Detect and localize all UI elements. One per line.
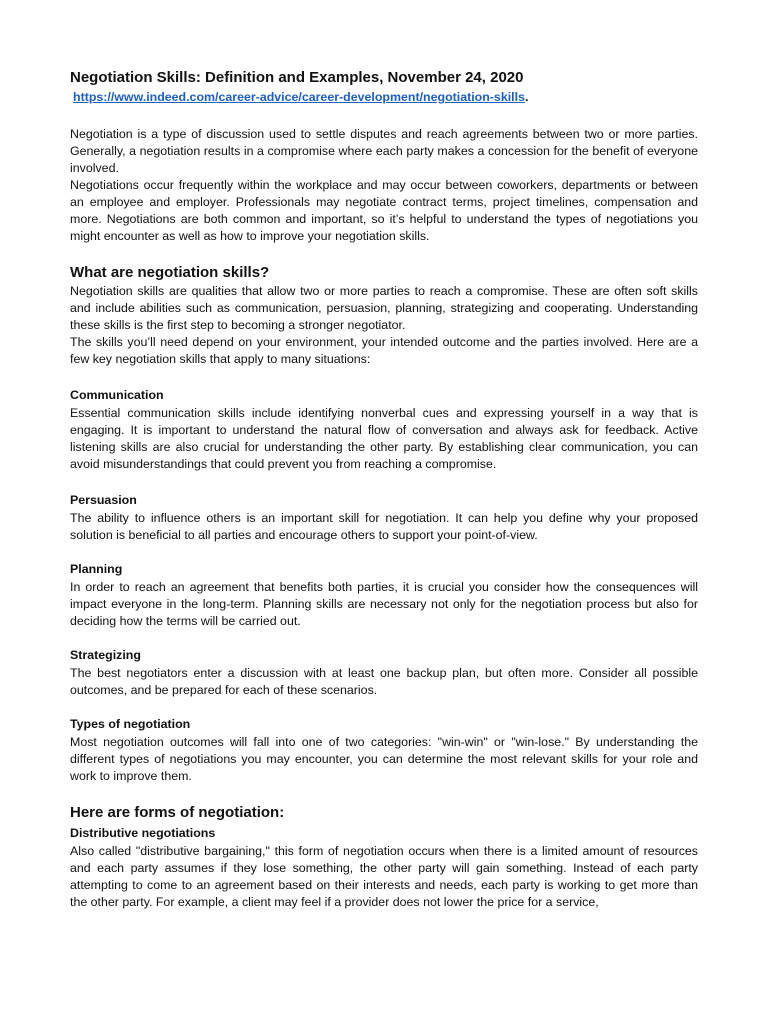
source-link[interactable]: https://www.indeed.com/career-advice/career-development/negotiation-skills: [73, 90, 525, 104]
skill-heading-types: Types of negotiation: [70, 717, 191, 731]
source-link-line: [73, 88, 698, 106]
section-heading-forms: Here are forms of negotiation:: [70, 804, 285, 821]
skill-text-strategizing: The best negotiators enter a discussion with at least one backup plan, but often more. Consider all possible outcomes, and be prepared for each of these scenarios.: [70, 666, 698, 697]
source-link-suffix: .: [524, 90, 529, 104]
document-title: Negotiation Skills: Definition and Examples, November 24, 2020: [70, 69, 524, 86]
skill-text-planning: In order to reach an agreement that benefits both parties, it is crucial you consider how the consequences will impact everyone in the long-term. Planning skills are necessary not only for the negotiation process but also for deciding how the terms will be carried out.: [70, 580, 698, 628]
skill-heading-planning: Planning: [70, 562, 123, 576]
skill-heading-persuasion: Persuasion: [70, 493, 137, 507]
skill-heading-communication: Communication: [70, 388, 164, 402]
skills-paragraph-1: Negotiation skills are qualities that allow two or more parties to reach a compromise. These are often soft skills and include abilities such as communication, persuasion, planning, strategizing and cooperating. Understanding these skills is the first step to becoming a stronger negotiator.: [70, 284, 698, 332]
intro-paragraph-1: Negotiation is a type of discussion used to settle disputes and reach agreements between two or more parties. Generally, a negotiation results in a compromise where each party makes a concession for the benefit of everyone involved.: [70, 127, 698, 175]
skill-text-types: Most negotiation outcomes will fall into one of two categories: "win-win" or "win-lose." By understanding the different types of negotiations you may encounter, you can determine the most relevant skills for your role and work to improve them.: [70, 735, 698, 783]
subheading-distributive: Distributive negotiations: [70, 826, 216, 840]
skill-text-persuasion: The ability to influence others is an important skill for negotiation. It can help you define why your proposed solution is beneficial to all parties and encourage others to support your point-of-view.: [70, 511, 698, 542]
distributive-text: Also called "distributive bargaining," this form of negotiation occurs when there is a limited amount of resources and each party assumes if they lose something, the other party will gain something. Instead of each party attempting to come to an agreement based on their interests and needs, each party is working to get more than the other party. For example, a client may feel if a provider does not lower the price for a service,: [70, 844, 698, 909]
document-page: [70, 68, 698, 911]
skills-paragraph-2: The skills you’ll need depend on your environment, your intended outcome and the parties involved. Here are a few key negotiation skills that apply to many situations:: [70, 335, 698, 366]
section-heading-skills: What are negotiation skills?: [70, 264, 270, 281]
skill-text-communication: Essential communication skills include identifying nonverbal cues and expressing yourself in a way that is engaging. It is important to understand the natural flow of conversation and always ask for feedback. Active listening skills are also crucial for understanding the other party. By establishing clear communication, you can avoid misunderstandings that could prevent you from reaching a compromise.: [70, 406, 698, 471]
skill-heading-strategizing: Strategizing: [70, 648, 141, 662]
intro-paragraph-2: Negotiations occur frequently within the workplace and may occur between coworkers, departments or between an employee and employer. Professionals may negotiate contract terms, project timelines, compensation and more. Negotiations are both common and important, so it’s helpful to understand the types of negotiations you might encounter as well as how to improve your negotiation skills.: [70, 178, 698, 243]
